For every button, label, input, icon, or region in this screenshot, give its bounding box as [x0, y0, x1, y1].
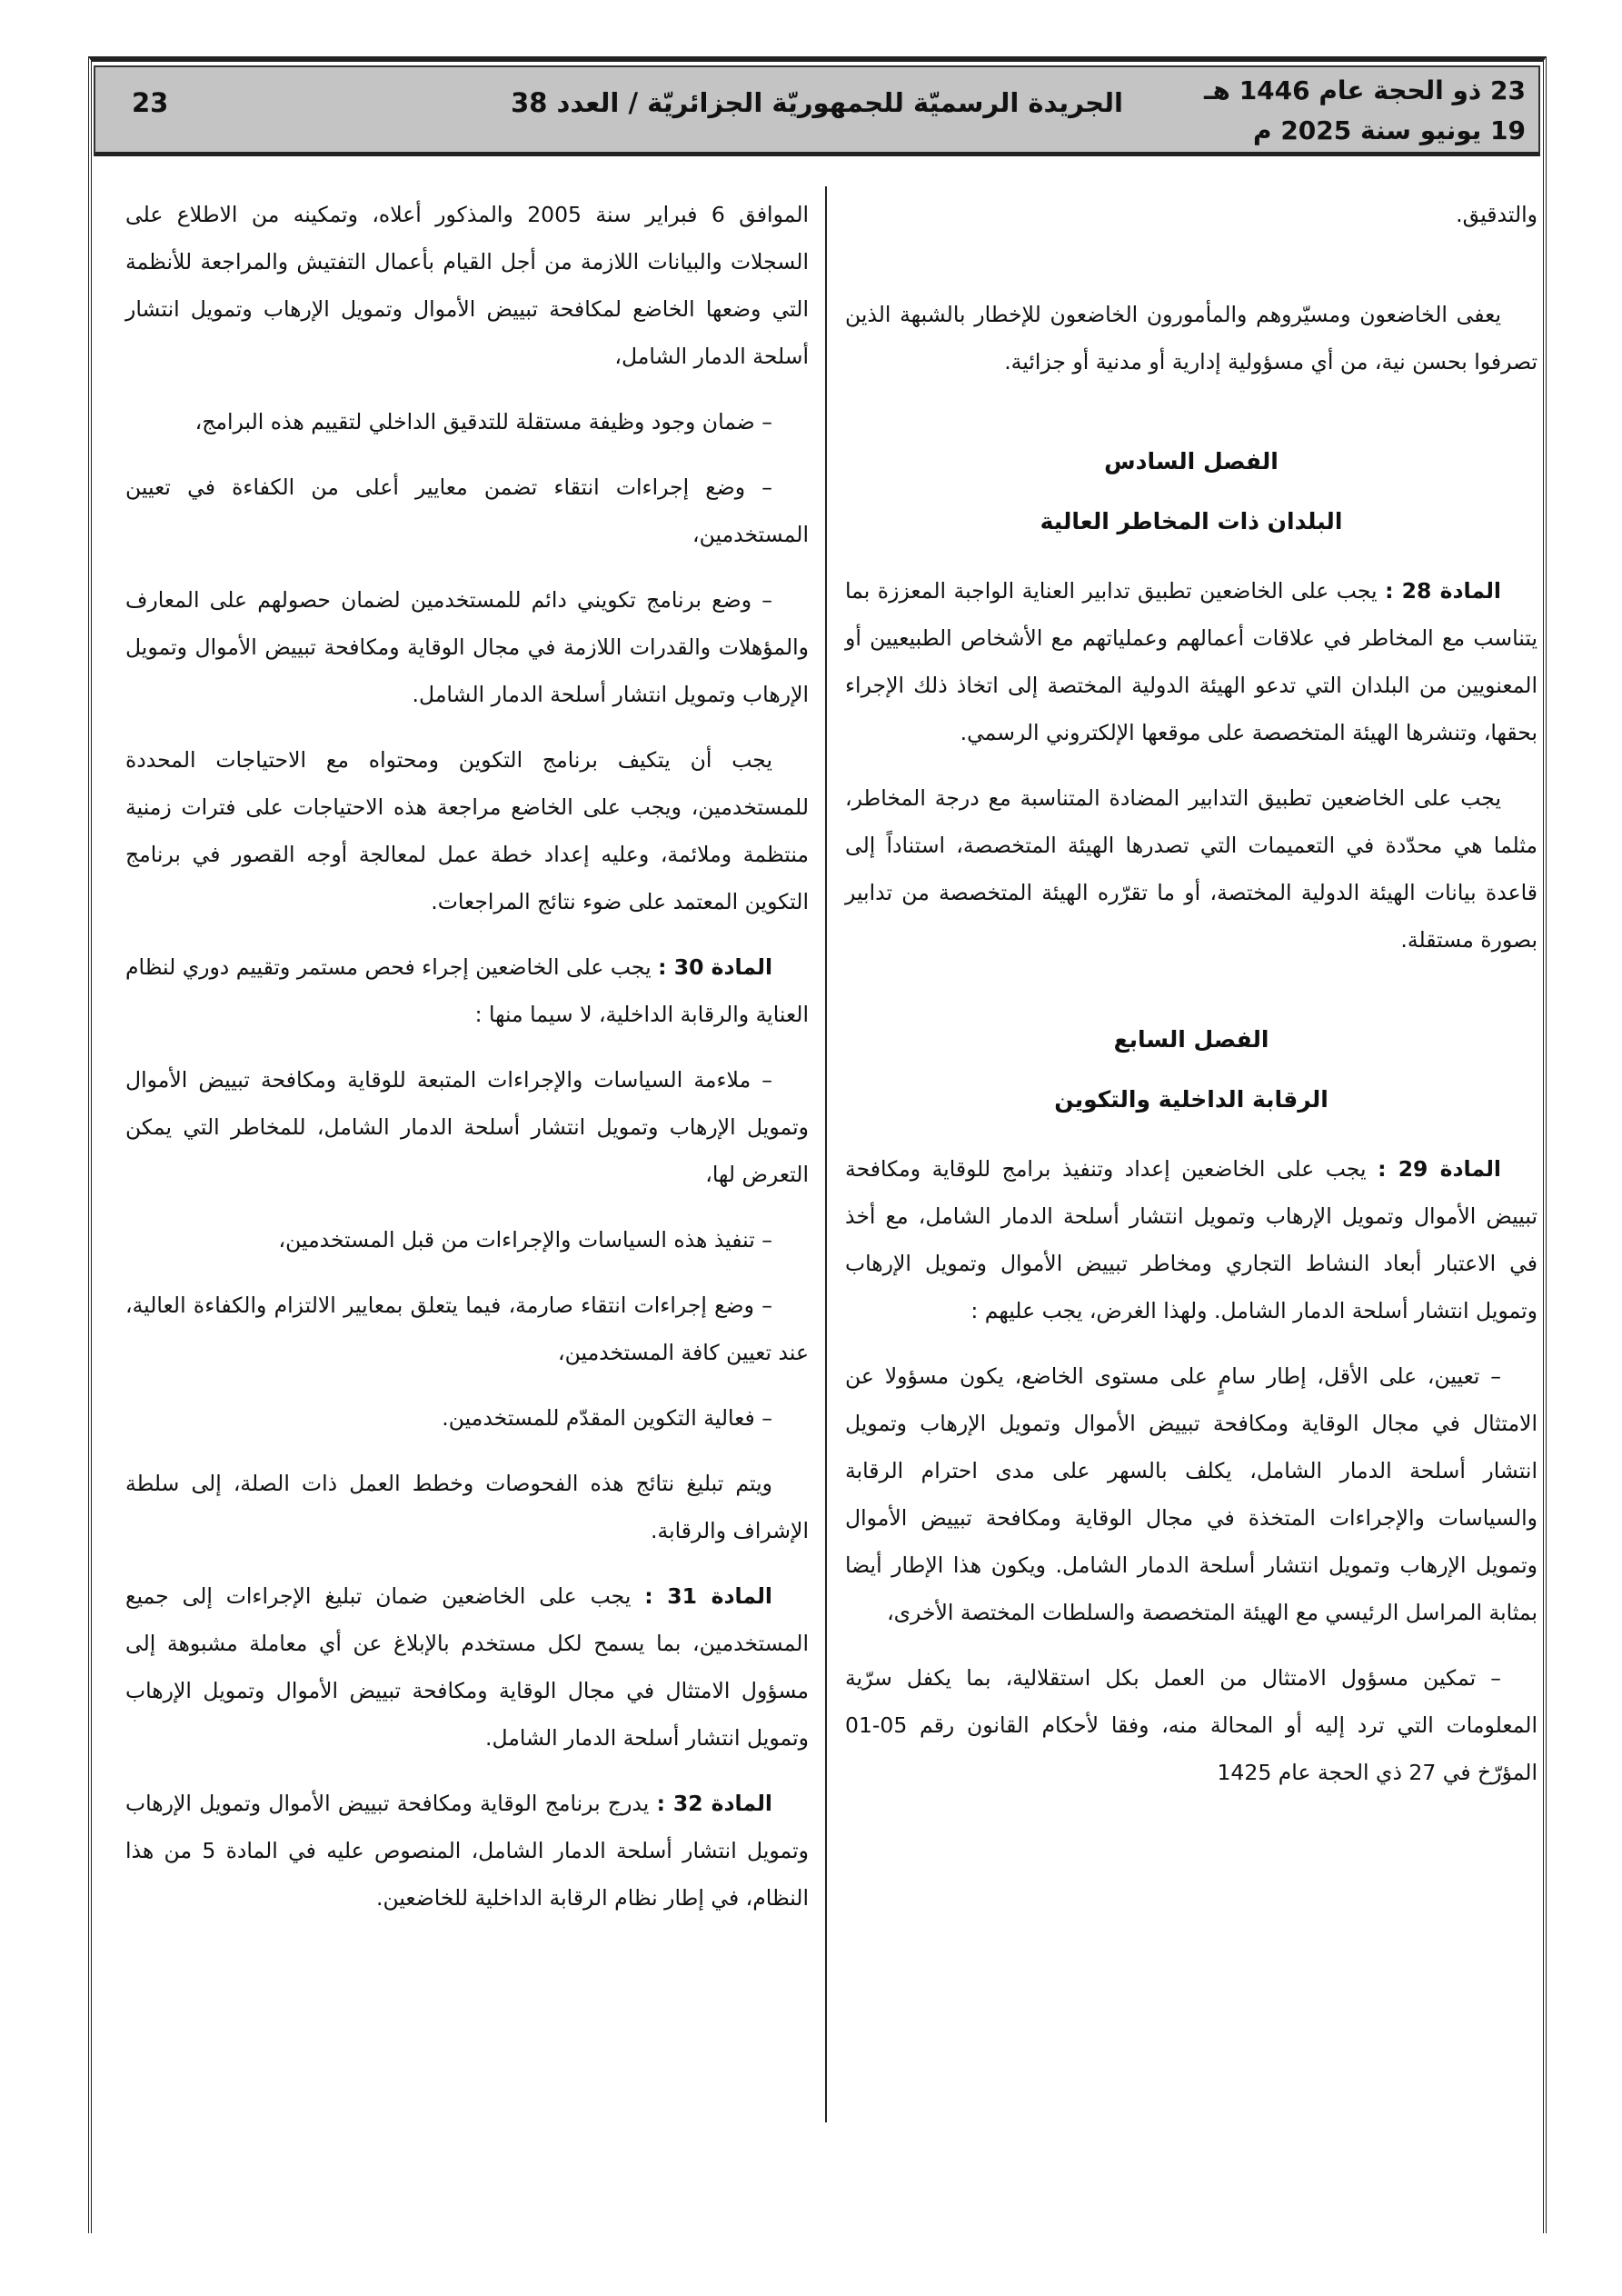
article-text: يجب على الخاضعين إجراء فحص مستمر وتقييم دوري لنظام العناية والرقابة الداخلية، لا سيما منها : [125, 954, 809, 1027]
article-label: المادة 29 : [1378, 1156, 1501, 1182]
article-text: يجب على الخاضعين إعداد وتنفيذ برامج للوقاية ومكافحة تبييض الأموال وتمويل الإرهاب وتمويل انتشار أسلحة الدمار الشامل، مع أخذ في الاعتبار أبعاد النشاط التجاري ومخاطر تبييض الأموال وتمويل الإرهاب وتمويل انتشار أسلحة الدمار الشامل. ولهذا الغرض، يجب عليهم : [845, 1156, 1537, 1323]
article-30 [125, 943, 809, 1038]
paragraph: – فعالية التكوين المقدّم للمستخدمين. [442, 1405, 772, 1431]
page-number: 23 [132, 87, 169, 118]
article-label: المادة 31 : [644, 1583, 772, 1609]
paragraph: – ضمان وجود وظيفة مستقلة للتدقيق الداخلي لتقييم هذه البرامج، [194, 409, 772, 434]
article-32 [125, 1780, 809, 1922]
paragraph: – وضع إجراءات انتقاء تضمن معايير أعلى من الكفاءة في تعيين المستخدمين، [125, 474, 809, 547]
article-29 [845, 1145, 1537, 1334]
chapter-title: الفصل السادس [1104, 448, 1279, 474]
article-label: المادة 30 : [658, 954, 772, 980]
gazette-title: الجريدة الرسميّة للجمهوريّة الجزائريّة / العدد 38 [511, 87, 1123, 118]
chapter-subtitle: الرقابة الداخلية والتكوين [1054, 1086, 1328, 1113]
article-text: يجب على الخاضعين ضمان تبليغ الإجراءات إلى جميع المستخدمين، بما يسمح لكل مستخدم بالإبلاغ عن أي معاملة مشبوهة إلى مسؤول الامتثال في مجال الوقاية ومكافحة تبييض الأموال وتمويل الإرهاب وتمويل انتشار أسلحة الدمار الشامل. [125, 1583, 809, 1751]
article-text: يدرج برنامج الوقاية ومكافحة تبييض الأموال وتمويل الإرهاب وتمويل انتشار أسلحة الدمار الشامل، المنصوص عليه في المادة 5 من هذا النظام، في إطار نظام الرقابة الداخلية للخاضعين. [125, 1791, 809, 1911]
article-label: المادة 28 : [1385, 578, 1501, 604]
article-31 [125, 1572, 809, 1762]
paragraph: – تنفيذ هذه السياسات والإجراءات من قبل المستخدمين، [278, 1227, 772, 1253]
paragraph: – وضع إجراءات انتقاء صارمة، فيما يتعلق بمعايير الالتزام والكفاءة العالية، عند تعيين كافة المستخدمين، [125, 1293, 809, 1365]
page-header [94, 65, 1540, 156]
paragraph: والتدقيق. [1456, 202, 1537, 227]
left-column [125, 191, 809, 1940]
paragraph: – تعيين، على الأقل، إطار سامٍ على مستوى الخاضع، يكون مسؤولا عن الامتثال في مجال الوقاية ومكافحة تبييض الأموال وتمويل الإرهاب وتمويل انتشار أسلحة الدمار الشامل، يكلف بالسهر على مدى احترام الرقابة والسياسات والإجراءات المتخذة في مجال الوقاية ومكافحة تبييض الأموال وتمويل الإرهاب وتمويل انتشار أسلحة الدمار الشامل. ويكون هذا الإطار أيضا بمثابة المراسل الرئيسي مع الهيئة المتخصصة والسلطات المختصة الأخرى، [845, 1363, 1537, 1625]
paragraph: يعفى الخاضعون ومسيّروهم والمأمورون الخاضعون للإخطار بالشبهة الذين تصرفوا بحسن نية، من أي مسؤولية إدارية أو مدنية أو جزائية. [845, 302, 1537, 374]
paragraph: ويتم تبليغ نتائج هذه الفحوصات وخطط العمل ذات الصلة، إلى سلطة الإشراف والرقابة. [125, 1471, 809, 1543]
right-column [845, 191, 1537, 1814]
paragraph: – وضع برنامج تكويني دائم للمستخدمين لضمان حصولهم على المعارف والمؤهلات والقدرات اللازمة في مجال الوقاية ومكافحة تبييض الأموال وتمويل الإرهاب وتمويل انتشار أسلحة الدمار الشامل. [125, 587, 809, 707]
paragraph: – تمكين مسؤول الامتثال من العمل بكل استقلالية، بما يكفل سرّية المعلومات التي ترد إليه أو المحالة منه، وفقا لأحكام القانون رقم 05-01 المؤرّخ في 27 ذي الحجة عام 1425 [845, 1665, 1537, 1785]
article-label: المادة 32 : [656, 1791, 772, 1816]
article-text: يجب على الخاضعين تطبيق تدابير العناية الواجبة المعززة بما يتناسب مع المخاطر في علاقات أعمالهم وعملياتهم مع الأشخاص الطبيعيين أو المعنويين من البلدان التي تدعو الهيئة الدولية المختصة إلى اتخاذ ذلك الإجراء بحقها، وتنشرها الهيئة المتخصصة على موقعها الإلكتروني الرسمي. [845, 578, 1537, 745]
paragraph: الموافق 6 فبراير سنة 2005 والمذكور أعلاه، وتمكينه من الاطلاع على السجلات والبيانات اللازمة من أجل القيام بأعمال التفتيش والمراجعة للأنظمة التي وضعها الخاضع لمكافحة تبييض الأموال وتمويل الإرهاب وتمويل انتشار أسلحة الدمار الشامل، [125, 202, 810, 369]
column-divider [825, 186, 827, 2122]
paragraph: يجب أن يتكيف برنامج التكوين ومحتواه مع الاحتياجات المحددة للمستخدمين، ويجب على الخاضع مراجعة هذه الاحتياجات على فترات زمنية منتظمة وملائمة، وعليه إعداد خطة عمل لمعالجة أوجه القصور في برنامج التكوين المعتمد على ضوء نتائج المراجعات. [125, 747, 809, 914]
date-hijri: 23 ذو الحجة عام 1446 هـ [1203, 75, 1526, 105]
article-28 [845, 567, 1537, 756]
chapter-title: الفصل السابع [1113, 1026, 1269, 1053]
paragraph: – ملاءمة السياسات والإجراءات المتبعة للوقاية ومكافحة تبييض الأموال وتمويل الإرهاب وتمويل انتشار أسلحة الدمار الشامل، للمخاطر التي يمكن التعرض لها، [125, 1067, 809, 1187]
chapter-subtitle: البلدان ذات المخاطر العالية [1040, 508, 1343, 534]
date-gregorian: 19 يونيو سنة 2025 م [1253, 115, 1526, 145]
paragraph: يجب على الخاضعين تطبيق التدابير المضادة المتناسبة مع درجة المخاطر، مثلما هي محدّدة في التعميمات التي تصدرها الهيئة المتخصصة، استناداً إلى قاعدة بيانات الهيئة الدولية المختصة، أو ما تقرّره الهيئة المتخصصة من تدابير بصورة مستقلة. [845, 785, 1537, 953]
